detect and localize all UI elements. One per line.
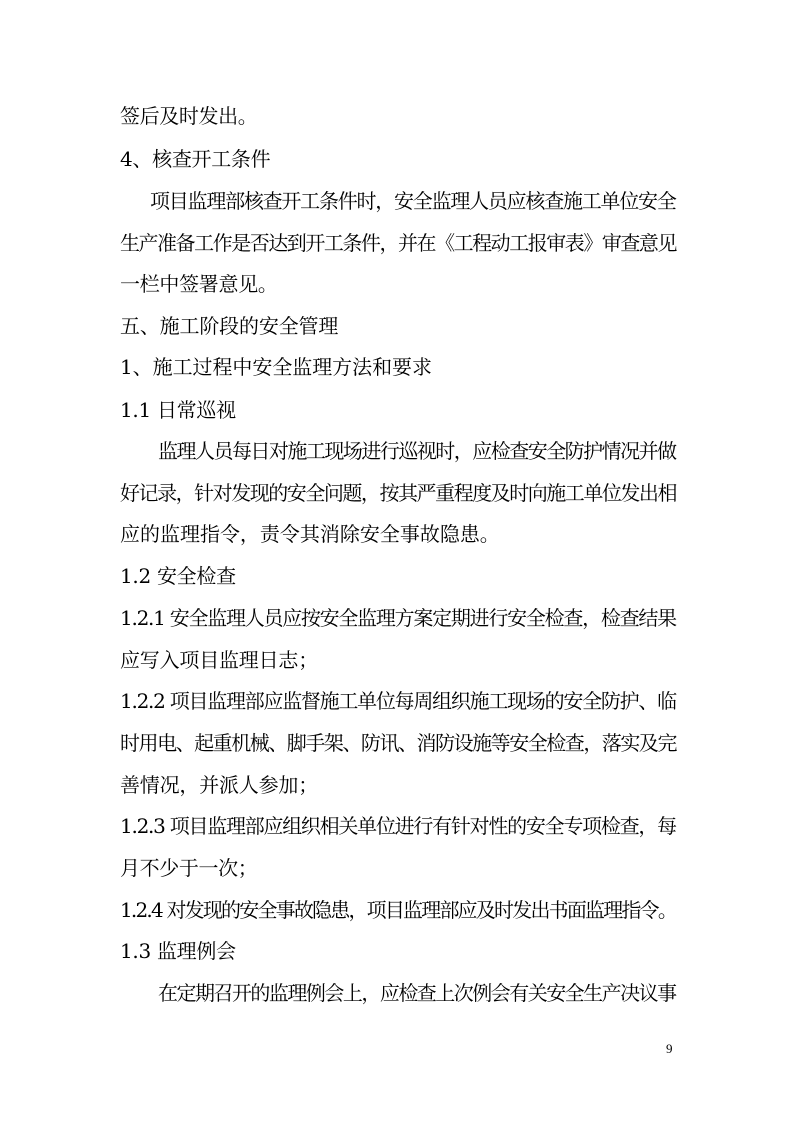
text-line: 1.2.2 项目监理部应监督施工单位每周组织施工现场的安全防护、临	[120, 689, 676, 713]
subsection-heading: 1.2 安全检查	[120, 564, 236, 588]
text-line: 生产准备工作是否达到开工条件，并在《工程动工报审表》审查意见	[120, 231, 676, 255]
text-line: 项目监理部核查开工条件时，安全监理人员应核查施工单位安全	[150, 189, 676, 213]
text-line: 应的监理指令，责令其消除安全事故隐患。	[120, 522, 500, 546]
text-line: 一栏中签署意见。	[120, 272, 278, 296]
subsection-heading: 1.1 日常巡视	[120, 398, 236, 422]
page-number: 9	[666, 1041, 673, 1056]
text-line: 应写入项目监理日志；	[120, 648, 318, 672]
text-line: 签后及时发出。	[120, 104, 258, 128]
text-line: 时用电、起重机械、脚手架、防讯、消防设施等安全检查，落实及完	[120, 731, 676, 755]
text-line: 1.2.4 对发现的安全事故隐患，项目监理部应及时发出书面监理指令。	[120, 898, 677, 922]
text-line: 好记录，针对发现的安全问题，按其严重程度及时向施工单位发出相	[120, 481, 676, 505]
text-line: 监理人员每日对施工现场进行巡视时，应检查安全防护情况并做	[158, 439, 676, 463]
text-line: 月不少于一次；	[120, 856, 258, 880]
chapter-heading: 五、施工阶段的安全管理	[120, 314, 339, 338]
subsection-heading: 1.3 监理例会	[120, 939, 236, 963]
text-line: 1.2.1 安全监理人员应按安全监理方案定期进行安全检查，检查结果	[120, 606, 676, 630]
section-heading: 1、施工过程中安全监理方法和要求	[120, 355, 432, 379]
text-line: 1.2.3 项目监理部应组织相关单位进行有针对性的安全专项检查，每	[120, 814, 676, 838]
text-line: 在定期召开的监理例会上，应检查上次例会有关安全生产决议事	[158, 981, 676, 1005]
section-heading: 4、核查开工条件	[120, 147, 271, 171]
text-line: 善情况，并派人参加；	[120, 773, 318, 797]
